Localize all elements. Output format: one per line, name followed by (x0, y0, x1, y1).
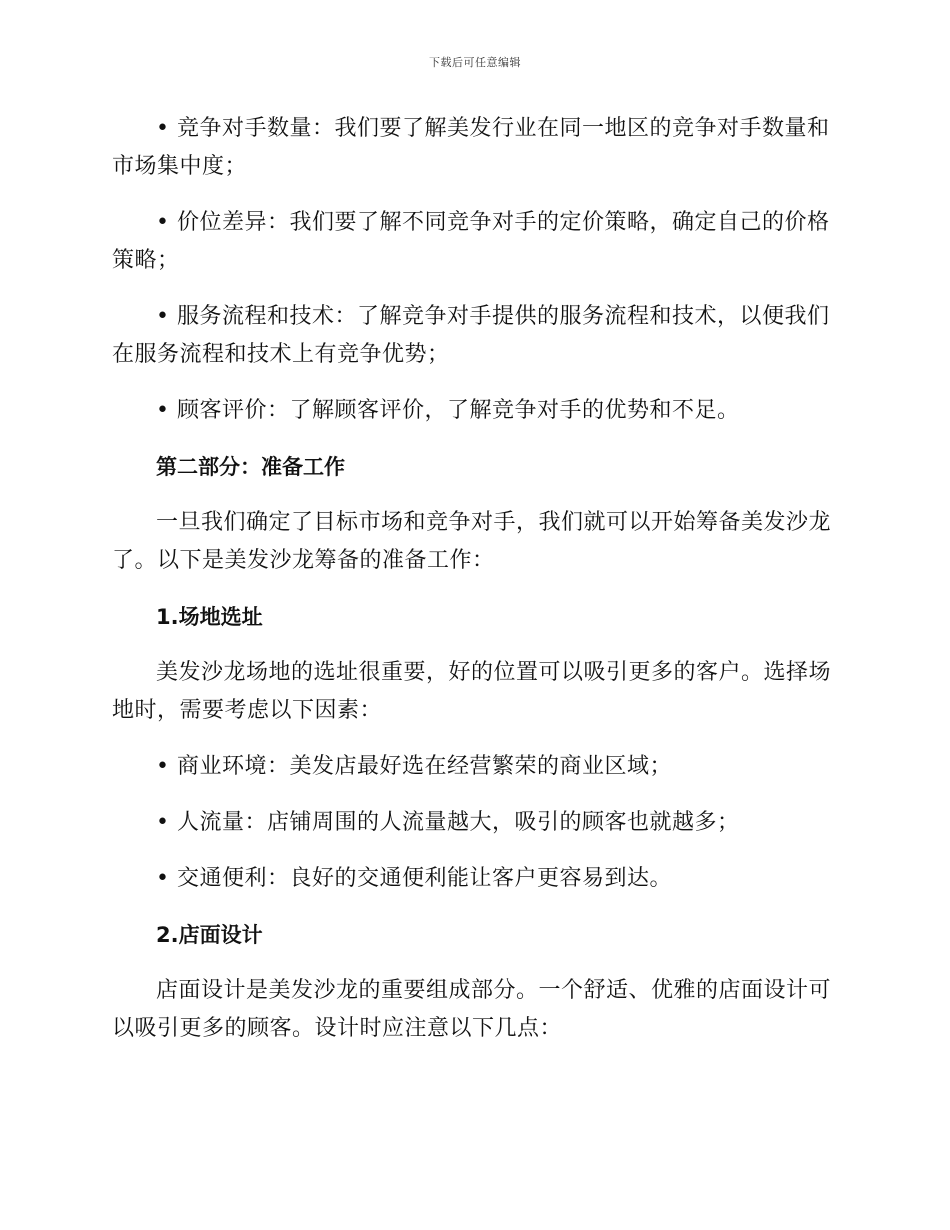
bullet-business-environment: • 商业环境：美发店最好选在经营繁荣的商业区域； (156, 754, 672, 779)
paragraph-site-selection: 美发沙龙场地的选址很重要，好的位置可以吸引更多的客户。选择场地时，需要考虑以下因素： (112, 660, 832, 723)
bullet-customer-review: • 顾客评价：了解顾客评价，了解竞争对手的优势和不足。 (156, 398, 740, 423)
paragraph-store-design: 店面设计是美发沙龙的重要组成部分。一个舒适、优雅的店面设计可以吸引更多的顾客。设计时应注意以下几点： (112, 978, 832, 1041)
document-body (112, 110, 832, 1066)
page-header: 下载后可任意编辑 (429, 56, 521, 69)
bullet-service-process: • 服务流程和技术：了解竞争对手提供的服务流程和技术，以便我们在服务流程和技术上有竞争优势； (112, 304, 830, 367)
section-heading-part-two: 第二部分：准备工作 (156, 455, 345, 479)
bullet-transport: • 交通便利：良好的交通便利能让客户更容易到达。 (156, 866, 672, 891)
paragraph-intro: 一旦我们确定了目标市场和竞争对手，我们就可以开始筹备美发沙龙了。以下是美发沙龙筹备的准备工作： (112, 510, 832, 573)
subheading-store-design: 2.店面设计 (156, 923, 263, 947)
bullet-foot-traffic: • 人流量：店铺周围的人流量越大，吸引的顾客也就越多； (156, 810, 740, 835)
bullet-competitor-count: • 竞争对手数量：我们要了解美发行业在同一地区的竞争对手数量和市场集中度； (112, 116, 830, 179)
bullet-price-difference: • 价位差异：我们要了解不同竞争对手的定价策略，确定自己的价格策略； (112, 210, 830, 273)
subheading-site-selection: 1.场地选址 (156, 605, 263, 629)
